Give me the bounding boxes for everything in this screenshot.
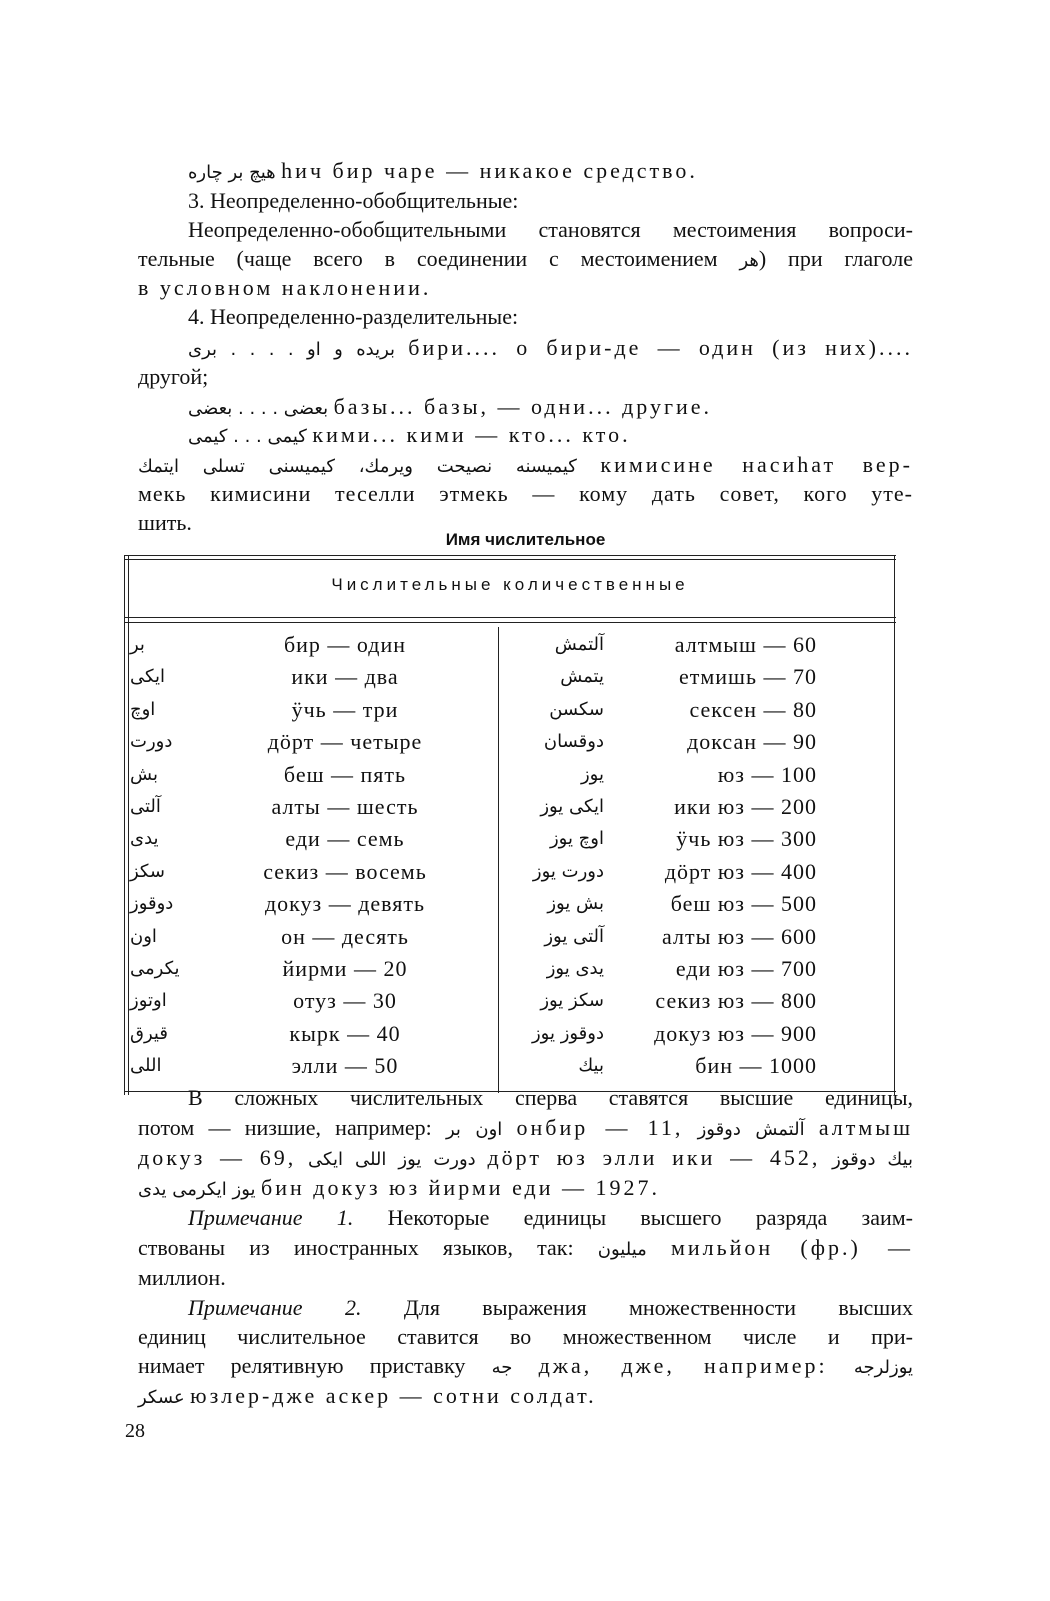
numeral-reading: доксан — 90 [687, 729, 817, 755]
table-row [124, 694, 894, 726]
list-heading: 4. Неопределенно-разделительные: [188, 304, 519, 329]
arabic-word: کیمی . . . کیمی [188, 426, 307, 447]
text-line: в условном наклонении. [138, 275, 432, 300]
arabic-word: کیمیسنه نصیحت ویرمك، کیمیسنی تسلی ایتمك [138, 456, 577, 477]
table-row [124, 726, 894, 758]
transliteration: кимисине насиhат вер- [600, 452, 914, 477]
arabic-word: دورت یوز اللی ایکی [308, 1149, 476, 1170]
numeral-arabic: ایکی یوز [540, 796, 604, 817]
numeral-arabic: بیك [578, 1055, 604, 1077]
table-row [124, 985, 894, 1017]
table-row [124, 759, 894, 791]
arabic-word: بریده و او . . . . بری [188, 339, 396, 360]
numeral-reading: секиз юз — 800 [655, 988, 817, 1014]
text-fragment: Некоторые единицы высшего разряда заим- [387, 1205, 914, 1230]
numeral-reading: он — десять [281, 923, 409, 949]
numeral-arabic: یدی یوز [546, 958, 604, 979]
numeral-reading: ӱчь юз — 300 [676, 826, 817, 852]
numeral-arabic: سکز یوز [540, 990, 604, 1012]
text-line [188, 333, 913, 365]
table-row [124, 1050, 894, 1082]
list-heading: 3. Неопределенно-обобщительные: [188, 188, 519, 213]
text-fragment: ствованы из иностранных языков, так: [138, 1235, 574, 1260]
numeral-arabic: اللی [130, 1055, 162, 1077]
transliteration: бири.... о бири-де — один (из них).... [408, 335, 914, 360]
text-line [138, 1173, 913, 1205]
note-line [188, 1203, 913, 1233]
numeral-reading: еди — семь [285, 826, 405, 852]
numeral-arabic: یدی [130, 828, 159, 850]
numeral-reading: элли — 50 [291, 1053, 399, 1079]
arabic-word: جه [491, 1357, 513, 1378]
note-line [138, 1351, 913, 1383]
numeral-arabic: دورت یوز [532, 860, 604, 882]
numeral-arabic: اوتوز [130, 990, 167, 1012]
numeral-arabic: آلتمش [554, 634, 604, 655]
text-fragment: ) при глаголе [758, 246, 914, 271]
text-line: другой; [138, 364, 209, 389]
transliteration: кими... кими — кто... кто. [312, 422, 631, 447]
numeral-reading: докуз юз — 900 [654, 1020, 817, 1046]
arabic-word: یوز ایکرمی یدی [138, 1179, 256, 1200]
text-line [138, 1113, 913, 1145]
table-rule [124, 555, 896, 556]
transliteration: алтмыш [818, 1115, 914, 1140]
numeral-reading: алты — шесть [271, 794, 419, 819]
table-row [124, 856, 894, 888]
transliteration: юзлер-дже аскер — сотни солдат. [190, 1383, 597, 1408]
numeral-arabic: دوقوز [130, 893, 174, 915]
numeral-arabic: آلتی [130, 796, 161, 817]
numeral-reading: бир — один [283, 632, 407, 657]
arabic-word: بعضی . . . . بعضی [188, 398, 329, 419]
numeral-reading: ӱчь — три [291, 696, 399, 722]
note-label: Примечание 1. [188, 1205, 354, 1230]
table-rule [124, 622, 896, 623]
numeral-reading: секиз — восемь [263, 858, 427, 884]
numeral-reading: сексен — 80 [689, 696, 817, 722]
arabic-word: بیك دوقوز [832, 1149, 914, 1170]
numeral-reading: бин — 1000 [695, 1053, 817, 1079]
text-line [138, 244, 913, 276]
numeral-reading: кырк — 40 [289, 1020, 401, 1046]
numeral-arabic: دوقوز یوز [531, 1022, 604, 1044]
text-line [138, 1143, 913, 1175]
numeral-reading: докуз — девять [264, 891, 426, 917]
text-fragment: тельные (чаще всего в соединении с местоимением [138, 246, 718, 271]
numeral-arabic: دوقسان [543, 731, 604, 753]
table-rule [124, 559, 896, 560]
transliteration: hич бир чаре — никакое средство. [281, 158, 698, 183]
arabic-word: عسکر [138, 1387, 185, 1408]
numeral-reading: алты юз — 600 [662, 923, 817, 949]
text-line: шить. [138, 510, 192, 535]
numeral-reading: дӧрт — четыре [267, 729, 423, 755]
numeral-arabic: اون [130, 925, 157, 947]
table-row [124, 888, 894, 920]
text-fragment: потом — низшие, например: [138, 1115, 432, 1140]
page-number: 28 [125, 1420, 145, 1442]
text-line: Неопределенно-обобщительными становятся местоимения вопроси- [188, 217, 913, 242]
transliteration: бин докуз юз йирми еди — 1927. [261, 1175, 661, 1200]
transliteration: дӧрт юз элли ики — 452, [487, 1145, 821, 1170]
text-line: В сложных числительных сперва ставятся высшие единицы, [188, 1085, 913, 1110]
transliteration: онбир — 11, [516, 1115, 684, 1140]
numeral-arabic: سکسن [549, 698, 604, 720]
numeral-arabic: ایکی [130, 666, 165, 688]
note-line: единиц числительное ставится во множественном числе и при- [138, 1324, 913, 1349]
arabic-word: میلیون [597, 1239, 647, 1260]
table-row [124, 791, 894, 823]
numeral-table [124, 555, 896, 1099]
numeral-arabic: یتمش [560, 666, 604, 688]
numeral-arabic: قیرق [130, 1022, 168, 1044]
numeral-arabic: آلتی یوز [544, 925, 604, 947]
numeral-arabic: بش [130, 763, 158, 785]
table-border [894, 555, 895, 1095]
transliteration: базы... базы, — одни... другие. [333, 394, 713, 419]
table-row [124, 953, 894, 985]
transliteration: докуз — 69, [138, 1145, 297, 1170]
numeral-arabic: بر [130, 634, 145, 655]
numeral-reading: юз — 100 [717, 761, 817, 787]
table-row [124, 921, 894, 953]
section-title: Имя числительное [445, 530, 606, 549]
table-row [124, 661, 894, 693]
note-label: Примечание 2. [188, 1295, 362, 1320]
note-line [138, 1233, 913, 1265]
numeral-arabic: بش یوز [547, 893, 604, 915]
arabic-word: هیچ بر چاره [188, 162, 276, 183]
numeral-arabic: اوچ یوز [549, 828, 604, 850]
text-line: мекь кимисини теселли этмекь — кому дать совет, кого уте- [138, 481, 913, 506]
numeral-reading: еди юз — 700 [675, 956, 817, 981]
note-line [188, 1293, 913, 1323]
table-header: Числительные количественные [331, 575, 689, 594]
numeral-arabic: یوز [580, 763, 604, 785]
numeral-reading: алтмыш — 60 [674, 632, 817, 657]
numeral-reading: беш — пять [283, 761, 407, 787]
arabic-word: آلتمش دوقوز [697, 1119, 805, 1140]
transliteration: джа, дже, например: [538, 1353, 828, 1378]
numeral-reading: отуз — 30 [293, 988, 397, 1014]
arabic-word: یوزلرجه [853, 1357, 914, 1378]
numeral-arabic: اوچ [130, 698, 156, 720]
text-line [188, 156, 963, 188]
text-line [188, 420, 913, 452]
arabic-word: هر [739, 250, 759, 271]
text-fragment: Для выражения множественности высших [403, 1295, 913, 1320]
table-rule [124, 617, 896, 618]
text-fragment: нимает релятивную приставку [138, 1353, 466, 1378]
numeral-arabic: یکرمی [130, 958, 180, 979]
numeral-reading: ики юз — 200 [674, 794, 817, 819]
table-row [124, 629, 894, 661]
arabic-word: اون بر [445, 1119, 503, 1140]
note-line: миллион. [138, 1265, 226, 1290]
numeral-reading: дӧрт юз — 400 [664, 858, 817, 884]
note-line [138, 1381, 913, 1413]
numeral-reading: йирми — 20 [282, 956, 408, 981]
table-row [124, 1018, 894, 1050]
table-row [124, 823, 894, 855]
numeral-arabic: سکز [130, 860, 165, 882]
numeral-reading: беш юз — 500 [670, 891, 817, 917]
numeral-reading: етмишь — 70 [678, 664, 817, 690]
numeral-reading: ики — два [291, 664, 399, 690]
text-line [138, 450, 913, 482]
numeral-arabic: دورت [130, 731, 173, 753]
transliteration: мильйон (фр.) — [670, 1235, 913, 1260]
